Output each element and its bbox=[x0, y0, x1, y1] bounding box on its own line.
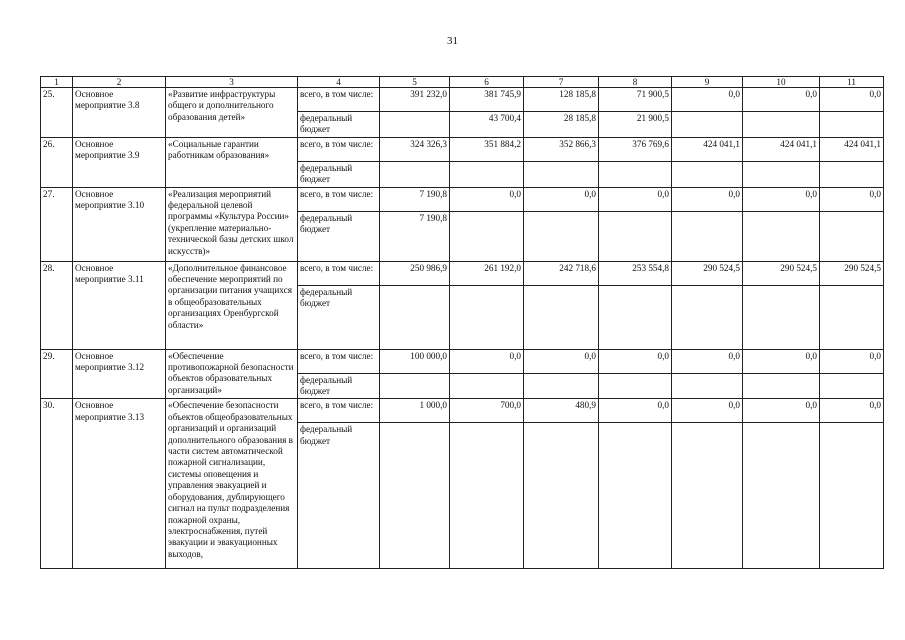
amount-cell bbox=[672, 285, 743, 349]
funding-source-cell: федеральный бюджет bbox=[298, 161, 380, 187]
table-row bbox=[41, 399, 884, 423]
column-number: 1 bbox=[41, 77, 73, 88]
column-number: 7 bbox=[524, 77, 599, 88]
amount-cell bbox=[450, 373, 524, 399]
amount-cell bbox=[524, 423, 599, 569]
table-row bbox=[41, 349, 884, 373]
event-name-cell: «Социальные гарантии работникам образования» bbox=[166, 137, 298, 187]
amount-cell: 0,0 bbox=[820, 187, 884, 211]
column-number: 5 bbox=[380, 77, 450, 88]
amount-cell: 250 986,9 bbox=[380, 261, 450, 285]
amount-cell: 0,0 bbox=[599, 399, 672, 423]
page-number: 31 bbox=[447, 35, 458, 47]
amount-cell: 7 190,8 bbox=[380, 211, 450, 261]
amount-cell: 242 718,6 bbox=[524, 261, 599, 285]
column-number: 11 bbox=[820, 77, 884, 88]
amount-cell bbox=[524, 161, 599, 187]
amount-cell bbox=[380, 423, 450, 569]
amount-cell bbox=[672, 211, 743, 261]
amount-cell bbox=[524, 211, 599, 261]
amount-cell bbox=[599, 423, 672, 569]
funding-source-cell: всего, в том числе: bbox=[298, 261, 380, 285]
amount-cell: 700,0 bbox=[450, 399, 524, 423]
amount-cell bbox=[672, 112, 743, 138]
amount-cell: 290 524,5 bbox=[820, 261, 884, 285]
column-number: 8 bbox=[599, 77, 672, 88]
amount-cell bbox=[599, 211, 672, 261]
amount-cell: 351 884,2 bbox=[450, 137, 524, 161]
amount-cell bbox=[743, 211, 820, 261]
amount-cell bbox=[820, 285, 884, 349]
event-name-cell: «Развитие инфраструктуры общего и дополнительного образования детей» bbox=[166, 88, 298, 138]
amount-cell: 0,0 bbox=[820, 349, 884, 373]
funding-source-cell: всего, в том числе: bbox=[298, 399, 380, 423]
funding-source-cell: всего, в том числе: bbox=[298, 88, 380, 112]
amount-cell bbox=[380, 285, 450, 349]
row-number-cell: 25. bbox=[41, 88, 73, 138]
amount-cell: 0,0 bbox=[450, 349, 524, 373]
amount-cell: 21 900,5 bbox=[599, 112, 672, 138]
funding-source-cell: федеральный бюджет bbox=[298, 373, 380, 399]
event-cell: Основное мероприятие 3.8 bbox=[73, 88, 166, 138]
amount-cell: 100 000,0 bbox=[380, 349, 450, 373]
amount-cell: 7 190,8 bbox=[380, 187, 450, 211]
amount-cell bbox=[743, 373, 820, 399]
event-name-cell: «Обеспечение противопожарной безопасности объектов образовательных организаций» bbox=[166, 349, 298, 399]
event-name-cell: «Обеспечение безопасности объектов общеобразовательных организаций и организаций дополнительного образования в части систем автоматической пожарной сигнализации, системы оповещения и управления эвакуацией и оборудования, дублирующего сигнал на пульт подразделения пожарной охраны, электроснабжения, путей эвакуации и эвакуационных выходов, bbox=[166, 399, 298, 569]
table-row bbox=[41, 187, 884, 211]
amount-cell: 71 900,5 bbox=[599, 88, 672, 112]
column-number: 6 bbox=[450, 77, 524, 88]
amount-cell: 0,0 bbox=[743, 349, 820, 373]
funding-source-cell: федеральный бюджет bbox=[298, 285, 380, 349]
amount-cell bbox=[450, 161, 524, 187]
amount-cell bbox=[820, 211, 884, 261]
amount-cell bbox=[450, 285, 524, 349]
amount-cell: 0,0 bbox=[820, 399, 884, 423]
amount-cell: 0,0 bbox=[672, 399, 743, 423]
event-name-cell: «Реализация мероприятий федеральной целевой программы «Культура России» (укрепление материально-технической базы детских школ искусств)» bbox=[166, 187, 298, 261]
amount-cell bbox=[672, 373, 743, 399]
event-cell: Основное мероприятие 3.10 bbox=[73, 187, 166, 261]
amount-cell: 424 041,1 bbox=[672, 137, 743, 161]
amount-cell: 424 041,1 bbox=[820, 137, 884, 161]
amount-cell bbox=[380, 112, 450, 138]
table-row bbox=[41, 137, 884, 161]
amount-cell: 0,0 bbox=[599, 349, 672, 373]
column-number: 3 bbox=[166, 77, 298, 88]
amount-cell bbox=[599, 285, 672, 349]
amount-cell: 253 554,8 bbox=[599, 261, 672, 285]
amount-cell: 352 866,3 bbox=[524, 137, 599, 161]
funding-source-cell: федеральный бюджет bbox=[298, 423, 380, 569]
amount-cell bbox=[820, 112, 884, 138]
amount-cell: 0,0 bbox=[743, 187, 820, 211]
amount-cell: 0,0 bbox=[450, 187, 524, 211]
amount-cell: 424 041,1 bbox=[743, 137, 820, 161]
amount-cell bbox=[743, 285, 820, 349]
amount-cell bbox=[820, 373, 884, 399]
amount-cell: 0,0 bbox=[672, 349, 743, 373]
amount-cell bbox=[450, 211, 524, 261]
event-cell: Основное мероприятие 3.11 bbox=[73, 261, 166, 349]
amount-cell: 1 000,0 bbox=[380, 399, 450, 423]
event-cell: Основное мероприятие 3.12 bbox=[73, 349, 166, 399]
amount-cell: 0,0 bbox=[743, 88, 820, 112]
amount-cell bbox=[524, 373, 599, 399]
amount-cell: 324 326,3 bbox=[380, 137, 450, 161]
funding-source-cell: федеральный бюджет bbox=[298, 112, 380, 138]
funding-source-cell: всего, в том числе: bbox=[298, 137, 380, 161]
amount-cell bbox=[524, 285, 599, 349]
row-number-cell: 30. bbox=[41, 399, 73, 569]
budget-table bbox=[40, 76, 884, 569]
column-number: 9 bbox=[672, 77, 743, 88]
amount-cell: 290 524,5 bbox=[743, 261, 820, 285]
amount-cell: 0,0 bbox=[743, 399, 820, 423]
amount-cell: 0,0 bbox=[672, 187, 743, 211]
amount-cell bbox=[820, 423, 884, 569]
amount-cell bbox=[820, 161, 884, 187]
amount-cell: 0,0 bbox=[524, 187, 599, 211]
amount-cell: 0,0 bbox=[524, 349, 599, 373]
table-row bbox=[41, 88, 884, 112]
row-number-cell: 26. bbox=[41, 137, 73, 187]
funding-source-cell: всего, в том числе: bbox=[298, 349, 380, 373]
table-row bbox=[41, 261, 884, 285]
column-number: 4 bbox=[298, 77, 380, 88]
amount-cell bbox=[672, 423, 743, 569]
amount-cell: 0,0 bbox=[599, 187, 672, 211]
event-cell: Основное мероприятие 3.13 bbox=[73, 399, 166, 569]
row-number-cell: 27. bbox=[41, 187, 73, 261]
row-number-cell: 28. bbox=[41, 261, 73, 349]
amount-cell: 480,9 bbox=[524, 399, 599, 423]
row-number-cell: 29. bbox=[41, 349, 73, 399]
amount-cell: 0,0 bbox=[672, 88, 743, 112]
amount-cell bbox=[743, 161, 820, 187]
amount-cell bbox=[672, 161, 743, 187]
table-body bbox=[41, 88, 884, 569]
column-number: 10 bbox=[743, 77, 820, 88]
amount-cell: 391 232,0 bbox=[380, 88, 450, 112]
amount-cell bbox=[599, 373, 672, 399]
funding-source-cell: всего, в том числе: bbox=[298, 187, 380, 211]
amount-cell: 0,0 bbox=[820, 88, 884, 112]
amount-cell bbox=[380, 373, 450, 399]
amount-cell: 290 524,5 bbox=[672, 261, 743, 285]
amount-cell: 376 769,6 bbox=[599, 137, 672, 161]
column-number-row bbox=[41, 77, 884, 88]
amount-cell: 128 185,8 bbox=[524, 88, 599, 112]
funding-source-cell: федеральный бюджет bbox=[298, 211, 380, 261]
amount-cell: 43 700,4 bbox=[450, 112, 524, 138]
column-number: 2 bbox=[73, 77, 166, 88]
amount-cell bbox=[743, 423, 820, 569]
amount-cell bbox=[380, 161, 450, 187]
amount-cell bbox=[450, 423, 524, 569]
amount-cell bbox=[599, 161, 672, 187]
amount-cell: 381 745,9 bbox=[450, 88, 524, 112]
amount-cell: 28 185,8 bbox=[524, 112, 599, 138]
event-name-cell: «Дополнительное финансовое обеспечение мероприятий по организации питания учащихся в общеобразовательных организациях Оренбургской области» bbox=[166, 261, 298, 349]
amount-cell bbox=[743, 112, 820, 138]
amount-cell: 261 192,0 bbox=[450, 261, 524, 285]
event-cell: Основное мероприятие 3.9 bbox=[73, 137, 166, 187]
